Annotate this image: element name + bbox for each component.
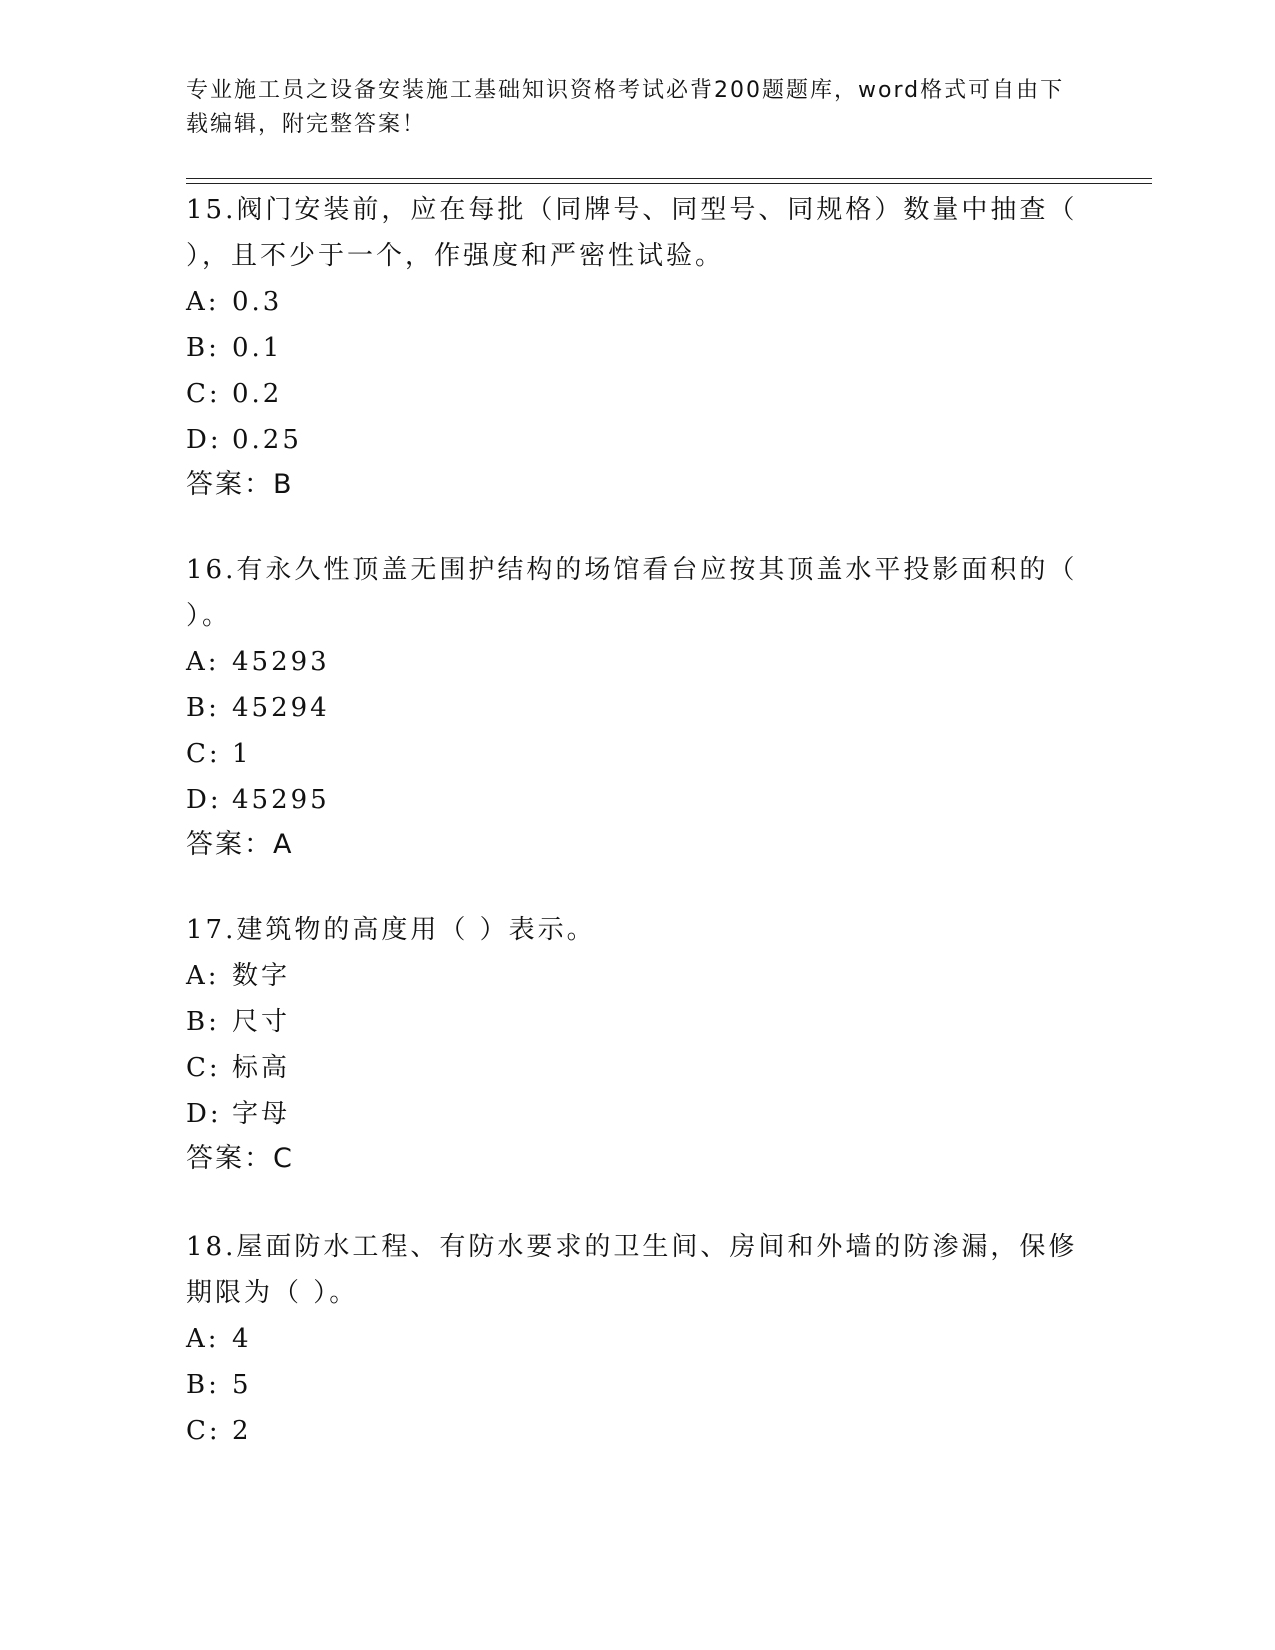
question-stem: 17.建筑物的高度用（ ）表示。 [186,915,596,945]
option-d [186,777,1086,823]
question-16 [186,547,1086,869]
option-text: 45295 [232,785,330,815]
option-key: D: [186,785,222,815]
option-text: 0.2 [232,379,283,409]
option-key: B: [186,693,220,723]
option-a [186,953,1086,999]
option-c [186,731,1086,777]
option-a [186,639,1086,685]
option-key: A: [186,1324,220,1354]
option-key: D: [186,1099,222,1129]
option-c [186,1045,1086,1091]
option-text: 2 [232,1416,252,1446]
option-text: 尺寸 [232,1007,291,1037]
question-18 [186,1224,1086,1454]
option-key: B: [186,1370,220,1400]
option-key: B: [186,1007,220,1037]
header-divider-bottom [186,183,1152,184]
option-text: 5 [232,1370,252,1400]
option-text: 字母 [232,1099,291,1129]
option-b [186,325,1086,371]
document-header: 专业施工员之设备安装施工基础知识资格考试必背200题题库，word格式可自由下载编辑，附完整答案！ [186,78,1065,137]
answer-line: 答案：A [186,829,294,860]
option-a [186,279,1086,325]
question-stem: 15.阀门安装前，应在每批（同牌号、同型号、同规格）数量中抽查（ ），且不少于一个，作强度和严密性试验。 [186,195,1078,271]
header-divider-top [186,178,1152,179]
option-a [186,1316,1086,1362]
option-key: B: [186,333,220,363]
question-stem: 16.有永久性顶盖无围护结构的场馆看台应按其顶盖水平投影面积的（ ）。 [186,555,1078,631]
option-key: C: [186,1053,221,1083]
option-c [186,371,1086,417]
option-key: A: [186,287,220,317]
option-key: D: [186,425,222,455]
option-text: 0.3 [232,287,283,317]
option-text: 数字 [232,961,291,991]
option-text: 1 [232,739,252,769]
option-text: 45293 [232,647,330,677]
option-text: 0.1 [232,333,283,363]
option-d [186,1091,1086,1137]
option-text: 标高 [232,1053,291,1083]
answer-line: 答案：C [186,1143,294,1174]
option-key: A: [186,647,220,677]
option-key: A: [186,961,220,991]
question-stem: 18.屋面防水工程、有防水要求的卫生间、房间和外墙的防渗漏，保修期限为（ ）。 [186,1232,1078,1308]
option-b [186,1362,1086,1408]
option-text: 45294 [232,693,330,723]
option-c [186,1408,1086,1454]
answer-line: 答案：B [186,469,294,500]
option-b [186,999,1086,1045]
option-b [186,685,1086,731]
option-text: 0.25 [232,425,302,455]
option-d [186,417,1086,463]
option-key: C: [186,379,221,409]
option-text: 4 [232,1324,252,1354]
question-15 [186,187,1086,509]
option-key: C: [186,739,221,769]
question-17 [186,907,1086,1183]
option-key: C: [186,1416,221,1446]
